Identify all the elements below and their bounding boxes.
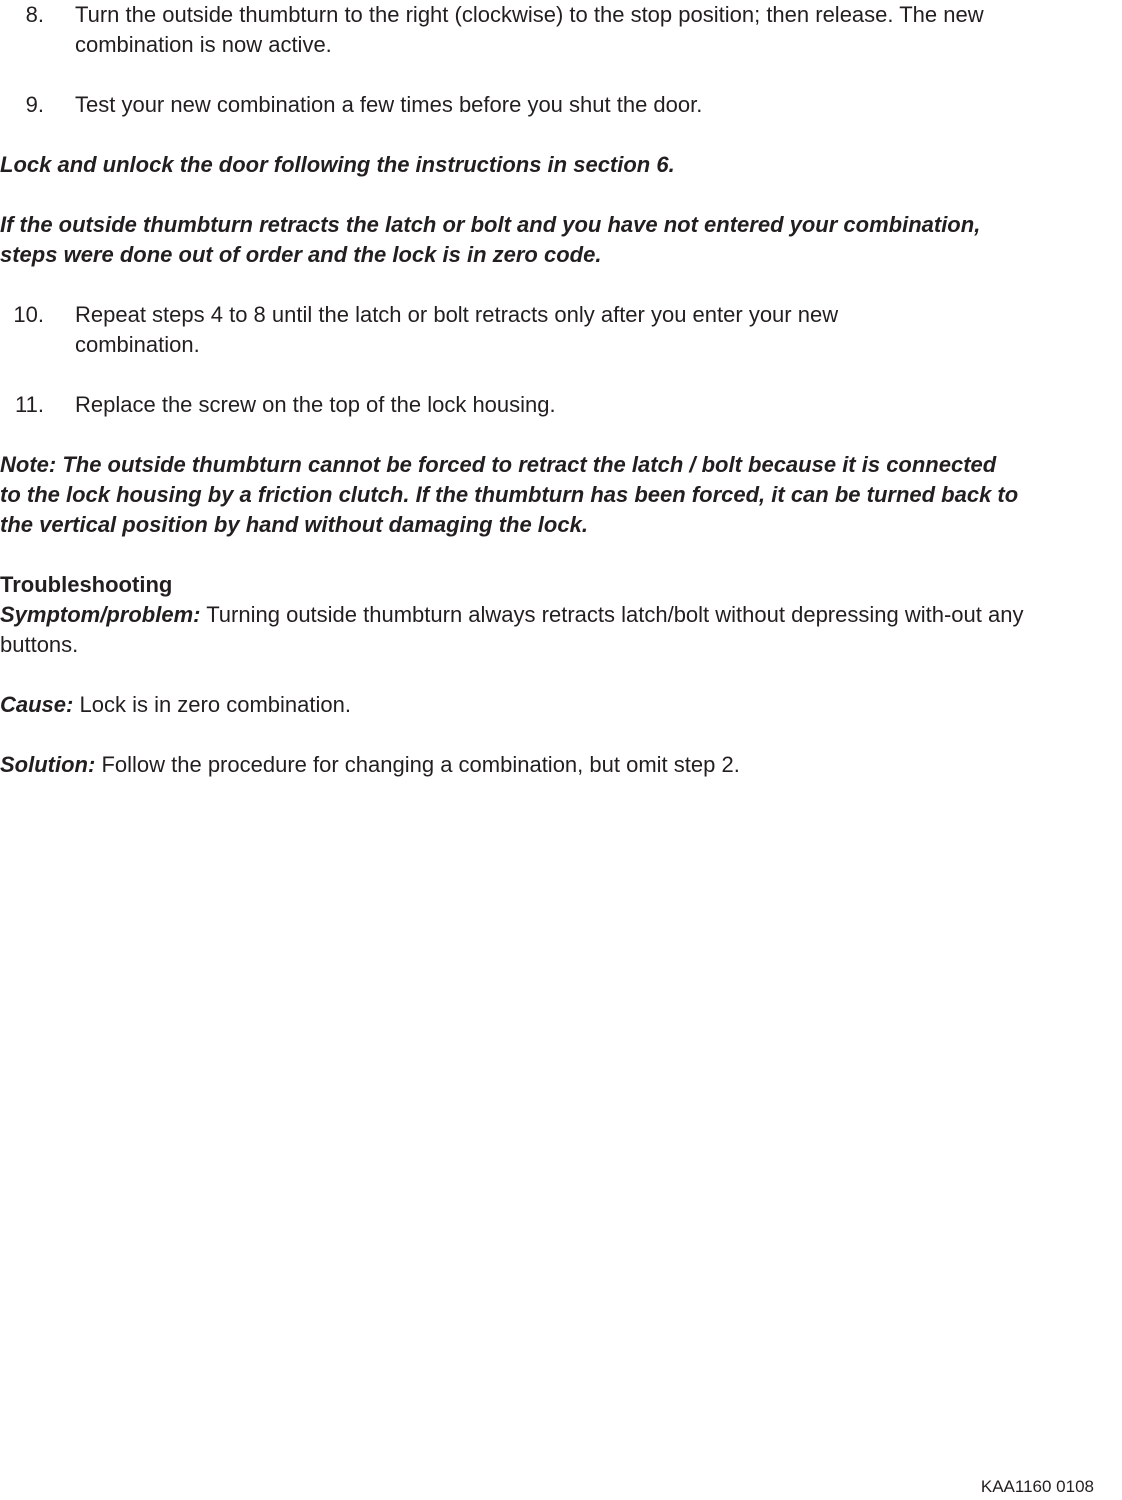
troubleshooting-heading: Troubleshooting [0, 572, 173, 597]
zero-code-note: If the outside thumbturn retracts the latch or bolt and you have not entered your combination, steps were done out of order and the lock is in zero code. [0, 212, 981, 267]
cause-text: Lock is in zero combination. [79, 692, 351, 717]
step-9 [0, 90, 1040, 120]
step-number: 11. [15, 392, 44, 417]
step-number: 10. [13, 302, 44, 327]
solution-label: Solution: [0, 752, 96, 777]
cause-label: Cause: [0, 692, 74, 717]
solution-paragraph [0, 750, 1040, 780]
lock-unlock-note: Lock and unlock the door following the instructions in section 6. [0, 152, 675, 177]
solution-text: Follow the procedure for changing a combination, but omit step 2. [101, 752, 740, 777]
symptom-label: Symptom/problem: [0, 602, 201, 627]
step-text: Repeat steps 4 to 8 until the latch or bolt retracts only after you enter your new combination. [75, 302, 839, 357]
document-content [0, 0, 1040, 780]
step-text: Test your new combination a few times before you shut the door. [75, 92, 703, 117]
document-code: KAA1160 0108 [980, 1477, 1094, 1496]
step-11 [0, 390, 1040, 420]
symptom-text: Turning outside thumbturn always retracts latch/bolt without depressing with-out any buttons. [0, 602, 1024, 657]
step-10 [0, 300, 1040, 360]
cause-paragraph [0, 690, 1040, 720]
step-text: Replace the screw on the top of the lock housing. [75, 392, 556, 417]
step-number: 9. [25, 92, 44, 117]
symptom-paragraph [0, 600, 1030, 660]
step-number: 8. [25, 2, 44, 27]
step-text: Turn the outside thumbturn to the right (clockwise) to the stop position; then release. The new combination is now active. [75, 2, 984, 57]
friction-clutch-note: Note: The outside thumbturn cannot be forced to retract the latch / bolt because it is connected to the lock housing by a friction clutch. If the thumbturn has been forced, it can be turned back to the vertical position by hand without damaging the lock. [0, 452, 1019, 537]
step-8 [0, 0, 1040, 60]
